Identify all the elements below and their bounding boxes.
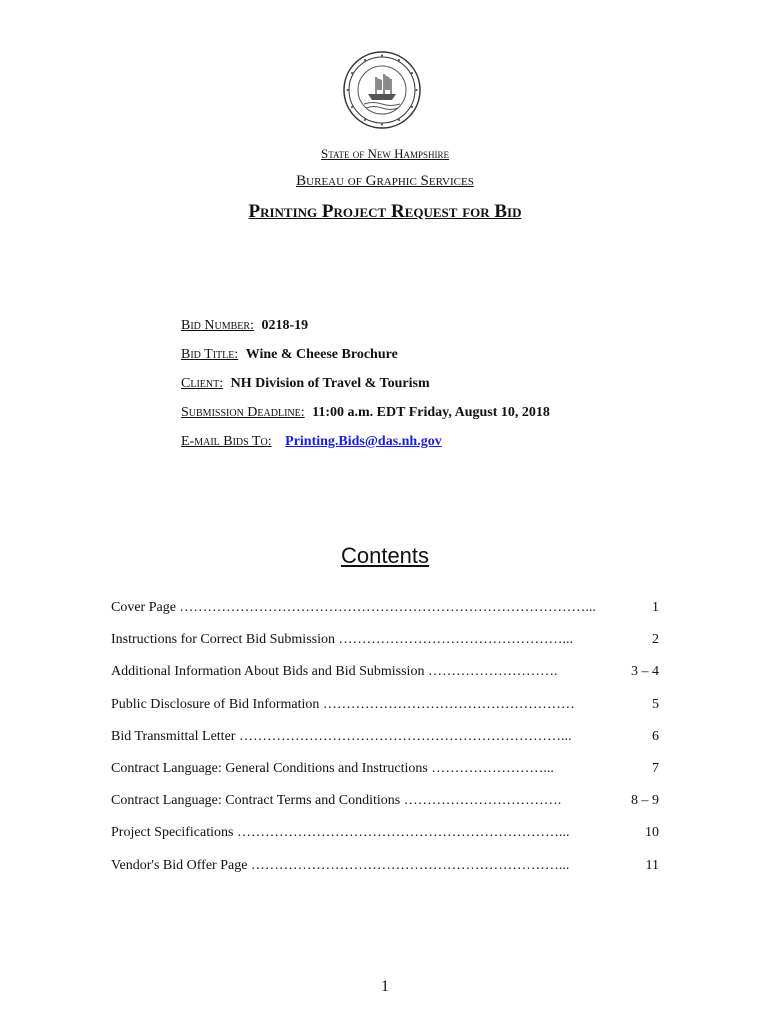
toc-row xyxy=(111,823,659,855)
toc-row xyxy=(111,759,659,791)
toc-row xyxy=(111,695,659,727)
toc-page-number: 11 xyxy=(645,857,659,873)
email-label: E-mail Bids To: xyxy=(181,434,272,449)
page-number: 1 xyxy=(381,978,389,995)
toc-page-number: 1 xyxy=(652,600,659,615)
client-row xyxy=(181,374,550,403)
table-of-contents xyxy=(111,598,659,888)
toc-entry: Project Specifications ……………………………………………………………... xyxy=(111,825,570,841)
bid-title-value: Wine & Cheese Brochure xyxy=(245,347,398,362)
toc-page-number: 8 – 9 xyxy=(631,793,659,809)
bid-title-label: Bid Title: xyxy=(181,347,239,362)
toc-row xyxy=(111,598,659,630)
toc-page-number: 2 xyxy=(652,632,659,648)
toc-row xyxy=(111,727,659,759)
deadline-row xyxy=(181,403,550,432)
toc-row xyxy=(111,856,659,888)
toc-entry: Contract Language: Contract Terms and Conditions ……………………………. xyxy=(111,793,562,809)
toc-entry: Bid Transmittal Letter ……………………………………………………………... xyxy=(111,728,572,744)
toc-entry: Cover Page ……………………………………………………………………………... xyxy=(111,600,596,615)
toc-page-number: 5 xyxy=(652,696,659,712)
toc-entry: Public Disclosure of Bid Information ……………………………………………… xyxy=(111,696,575,712)
email-link[interactable]: Printing.Bids@das.nh.gov xyxy=(285,434,442,449)
page-title: Printing Project Request for Bid xyxy=(248,201,522,222)
contents-heading: Contents xyxy=(340,543,430,568)
toc-row xyxy=(111,630,659,662)
toc-page-number: 3 – 4 xyxy=(631,664,659,680)
toc-page-number: 10 xyxy=(645,825,659,841)
email-row xyxy=(181,432,550,461)
deadline-value: 11:00 a.m. EDT Friday, August 10, 2018 xyxy=(312,405,550,420)
toc-entry: Additional Information About Bids and Bid Submission ………………………. xyxy=(111,664,558,680)
state-header: State of New Hampshire xyxy=(320,146,450,161)
toc-entry: Vendor's Bid Offer Page …………………………………………………………... xyxy=(111,857,570,873)
bid-number-row xyxy=(181,316,550,345)
toc-row xyxy=(111,662,659,694)
state-seal-icon xyxy=(342,50,422,130)
client-value: NH Division of Travel & Tourism xyxy=(230,376,430,391)
toc-page-number: 7 xyxy=(652,760,659,776)
toc-row xyxy=(111,791,659,823)
toc-entry: Instructions for Correct Bid Submission …………………………………………... xyxy=(111,632,573,648)
toc-page-number: 6 xyxy=(652,728,659,744)
bid-number-label: Bid Number: xyxy=(181,318,254,333)
deadline-label: Submission Deadline: xyxy=(181,405,305,420)
bid-title-row xyxy=(181,345,550,374)
bureau-header: Bureau of Graphic Services xyxy=(296,173,474,189)
bid-details xyxy=(181,316,550,461)
toc-entry: Contract Language: General Conditions and Instructions ……………………... xyxy=(111,760,554,776)
bid-number-value: 0218-19 xyxy=(261,318,309,333)
client-label: Client: xyxy=(181,376,224,391)
